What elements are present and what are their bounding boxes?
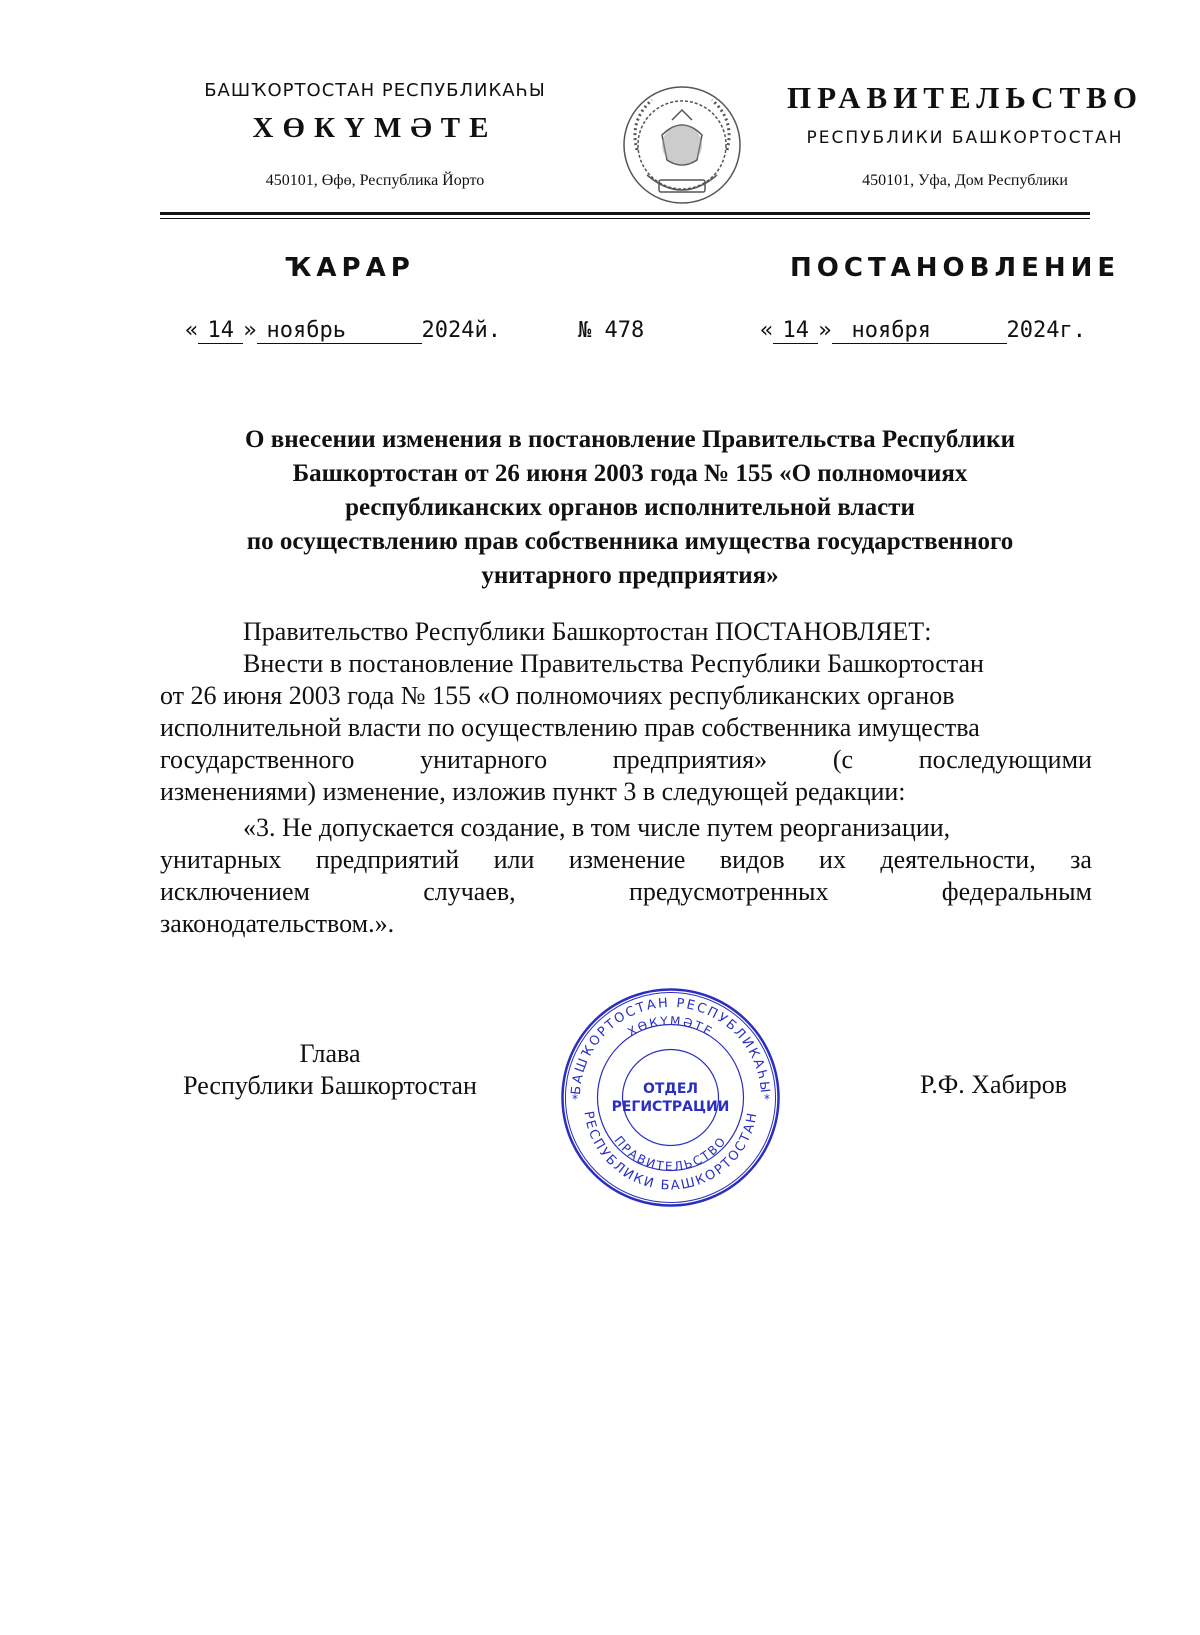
body-line: законодательством.». xyxy=(160,909,395,938)
word: видов xyxy=(719,845,785,874)
doc-type-bashkir: ҠАРАР xyxy=(285,253,415,283)
word: последующими xyxy=(918,745,1092,774)
right-org-subtitle: РЕСПУБЛИКИ БАШКОРТОСТАН xyxy=(806,128,1124,148)
word: предприятий xyxy=(315,845,460,874)
stamp-lower-text: ПРАВИТЕЛЬСТВО xyxy=(611,1133,730,1174)
word: деятельности, xyxy=(880,845,1036,874)
word: (с xyxy=(832,745,854,774)
official-stamp xyxy=(558,985,783,1210)
word: исключением xyxy=(160,877,310,906)
word: предприятия» xyxy=(612,745,768,774)
stamp-outer-text: БАШҠОРТОСТАН РЕСПУБЛИКАҺЫ xyxy=(568,995,773,1096)
word: федеральным xyxy=(941,877,1092,906)
word: унитарного xyxy=(420,745,548,774)
body-line: «3. Не допускается создание, в том числе путем реорганизации, xyxy=(243,813,951,842)
title-line: О внесении изменения в постановление Правительства Республики xyxy=(245,426,1015,453)
stamp-star: * xyxy=(764,1092,770,1106)
document-title xyxy=(160,423,1100,593)
stamp-center-line1: ОТДЕЛ xyxy=(642,1081,699,1097)
title-line: республиканских органов исполнительной власти xyxy=(345,494,915,521)
header-divider xyxy=(160,212,1090,215)
left-org-name: БАШҠОРТОСТАН РЕСПУБЛИКАҺЫ xyxy=(204,80,546,101)
word: случаев, xyxy=(423,877,516,906)
coat-of-arms-icon xyxy=(617,80,747,210)
document-number: № 478 xyxy=(578,318,645,343)
body-line: исполнительной власти по осуществлению прав собственника имущества xyxy=(160,713,980,742)
stamp-center-line2: РЕГИСТРАЦИИ xyxy=(611,1099,730,1115)
body-line: Внести в постановление Правительства Республики Башкортостан xyxy=(243,649,984,678)
doc-type-russian: ПОСТАНОВЛЕНИЕ xyxy=(790,253,1121,283)
decree-line: Правительство Республики Башкортостан ПОСТАНОВЛЯЕТ: xyxy=(243,617,932,646)
date-quote-open: « xyxy=(760,318,774,343)
signatory-title-line: Республики Башкортостан xyxy=(183,1071,477,1100)
word: изменение xyxy=(568,845,686,874)
date-month: ноябрь xyxy=(257,318,422,344)
word: предусмотренных xyxy=(628,877,829,906)
date-quote-close: » xyxy=(243,318,257,343)
word: государственного xyxy=(160,745,355,774)
date-day: 14 xyxy=(773,318,818,344)
stamp-star: * xyxy=(572,1092,578,1106)
date-bashkir xyxy=(185,318,501,344)
stamp-bottom-text: РЕСПУБЛИКИ БАШКОРТОСТАН xyxy=(580,1110,761,1194)
date-month: ноября xyxy=(832,318,1007,344)
body-line: изменениями) изменение, изложив пункт 3 в следующей редакции: xyxy=(160,777,906,806)
word: унитарных xyxy=(160,845,282,874)
body-line xyxy=(160,844,1092,876)
word: или xyxy=(493,845,535,874)
date-year: 2024й. xyxy=(421,318,501,343)
left-org-address: 450101, Өфө, Республика Йорто xyxy=(265,172,485,189)
title-line: унитарного предприятия» xyxy=(481,562,779,589)
header-divider-thin xyxy=(160,218,1090,219)
word: за xyxy=(1070,845,1092,874)
date-quote-open: « xyxy=(185,318,199,343)
word: их xyxy=(819,845,846,874)
right-org-name: ПРАВИТЕЛЬСТВО xyxy=(787,80,1143,115)
date-russian xyxy=(760,318,1086,344)
date-quote-close: » xyxy=(818,318,832,343)
signatory-title-line: Глава xyxy=(299,1039,361,1068)
signatory-name: Р.Ф. Хабиров xyxy=(920,1070,1067,1099)
body-line: от 26 июня 2003 года № 155 «О полномочиях республиканских органов xyxy=(160,681,955,710)
body-line xyxy=(160,744,1092,776)
date-day: 14 xyxy=(198,318,243,344)
body-line xyxy=(160,876,1092,908)
right-org-address: 450101, Уфа, Дом Республики xyxy=(862,172,1068,189)
date-year: 2024г. xyxy=(1006,318,1086,343)
left-org-subtitle: ХӨКҮМӘТЕ xyxy=(252,112,498,144)
signatory-title xyxy=(160,1038,500,1102)
stamp-mid-text: ХӨКҮМӘТЕ xyxy=(625,1013,716,1040)
title-line: Башкортостан от 26 июня 2003 года № 155 «О полномочиях xyxy=(292,460,968,487)
title-line: по осуществлению прав собственника имущества государственного xyxy=(246,528,1014,555)
